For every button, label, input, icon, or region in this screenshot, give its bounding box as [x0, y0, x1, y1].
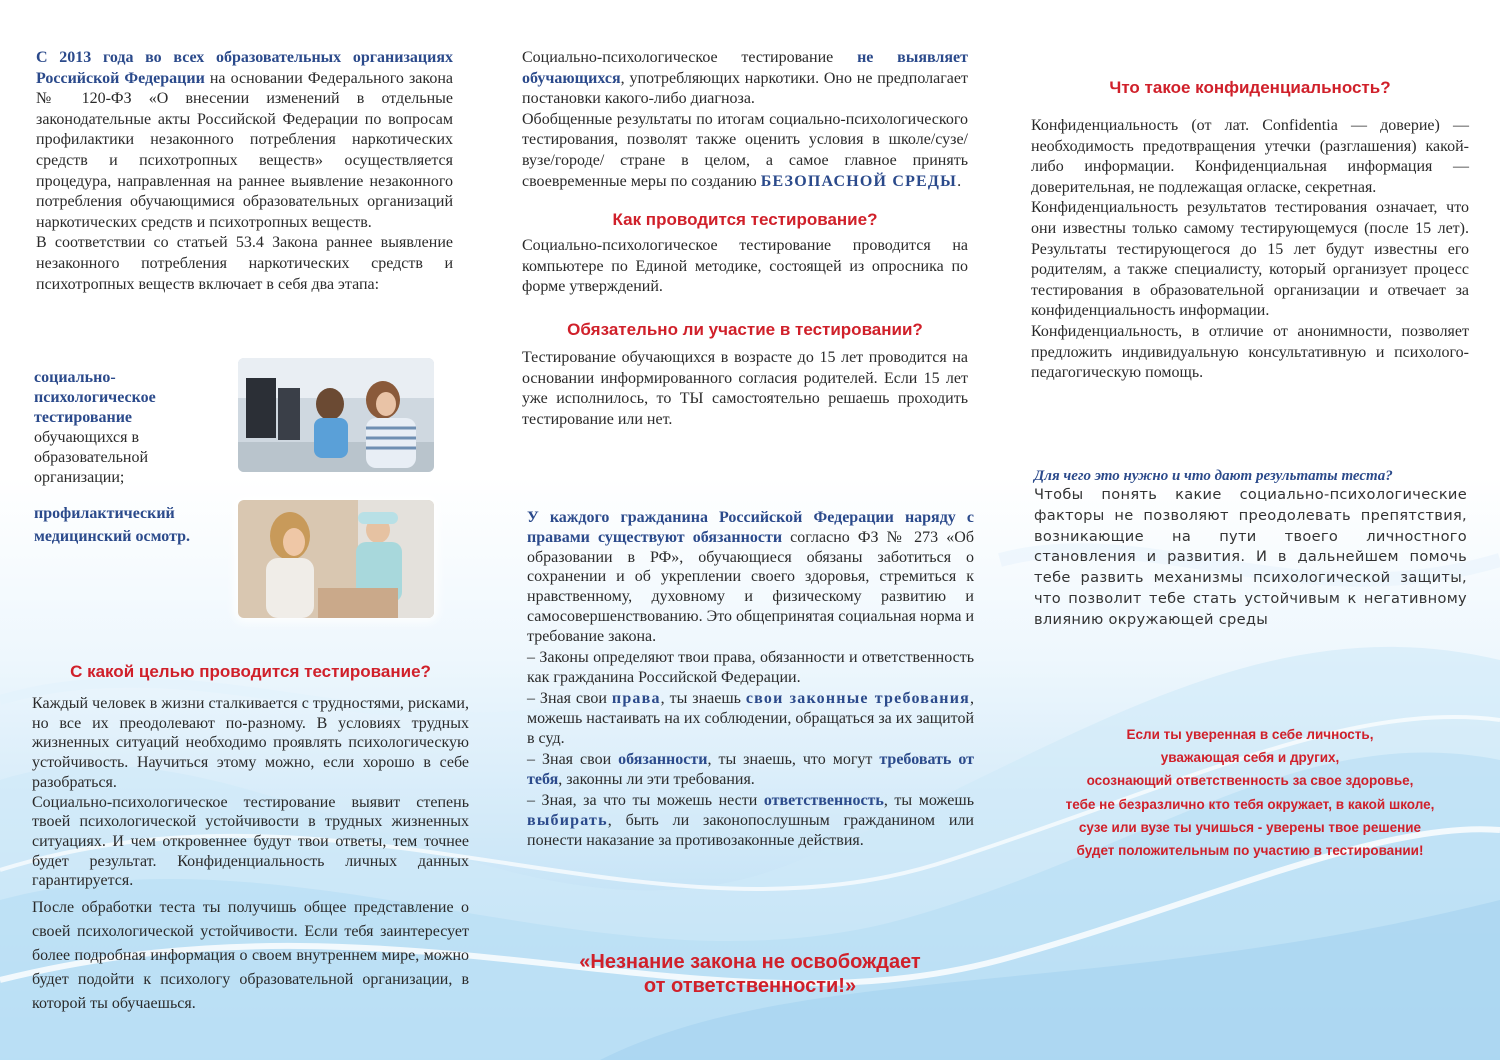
why-paragraph: Чтобы понять какие социально-психологические факторы не позволяют преодолевать препятствия, возникающие на пути твоего личностного становления и развития. И в дальнейшем помочь тебе развить механизмы психологической защиты, что позволит тебе стать устойчивым к негативному влиянию окружающей среды	[1034, 486, 1467, 628]
confidentiality-paragraph-3: Конфиденциальность, в отличие от анонимности, позволяет предложить индивидуальную консультативную и психолого-педагогическую помощь.	[1031, 322, 1469, 382]
closing-line: будет положительным по участию в тестировании!	[1076, 843, 1424, 859]
duties-bold: У каждого гражданина Российской Федерации наряду с правами существуют обязанности	[527, 509, 974, 546]
left-column	[36, 48, 453, 295]
purpose-paragraph-2: Социально-психологическое тестирование выявит степень твоей психологической устойчивости в трудных жизненных ситуациях. И чем откровеннее будут твои ответы, тем точнее будет результат. Конфиденциальность личных данных гарантируется.	[32, 793, 469, 890]
purpose-paragraph-1: Каждый человек в жизни сталкивается с трудностями, рисками, но все их преодолевают по-разному. В условиях трудных жизненных ситуаций необходимо проявлять психологическую устойчивость. Научиться этому можно, если хорошо в себе разобраться.	[32, 695, 469, 791]
stage-one-title: социально-психологическое тестирование	[34, 369, 156, 426]
quote-line-2: от ответственности!»	[643, 975, 857, 997]
stage-one	[34, 368, 234, 488]
purpose-heading: С какой целью проводится тестирование?	[70, 662, 431, 681]
results-paragraph: Обобщенные результаты по итогам социально-психологического тестирования, позволят также оценить условия в школе/сузе/вузе/городе/ стране в целом, а самое главное принять своевременные меры по созданию БЕЗОПАСНОЙ СРЕДЫ.	[522, 110, 968, 190]
stage-one-desc: обучающихся в образовательной организации;	[34, 429, 148, 486]
why-heading: Для чего это нужно и что дают результаты теста?	[1034, 468, 1393, 484]
how-heading: Как проводится тестирование?	[612, 210, 878, 230]
duties-section	[527, 508, 974, 851]
why-section	[1034, 468, 1467, 631]
list-item: – Законы определяют твои права, обязанности и ответственность как гражданина Российской Федерации.	[527, 648, 975, 686]
duties-paragraph: У каждого гражданина Российской Федерации наряду с правами существуют обязанности согласно ФЗ № 273 «Об образовании в РФ», обучающиеся обязаны заботиться о сохранении и об укреплении своего здоровья, стремиться к нравственному, духовному и физическому развитию и самосовершенствованию. Это общепринятая социальная норма и требование закона.	[527, 509, 975, 645]
closing-message	[1020, 723, 1480, 862]
list-item: – Зная свои обязанности, ты знаешь, что могут требовать от тебя, законны ли эти требования.	[527, 750, 975, 788]
purpose-section	[32, 662, 469, 1016]
mandatory-paragraph: Тестирование обучающихся в возрасте до 15 лет проводится на основании информированного согласия родителей. Если 15 лет уже исполнилось, то ТЫ самостоятельно решаешь проходить тестирование или нет.	[522, 348, 968, 428]
purpose-paragraph-3: После обработки теста ты получишь общее представление о своей психологической устойчивости. Если тебя заинтересует более подробная информация о своем внутреннем мире, можно будет подойти к психологу образовательной организации, в которой ты обучаешься.	[32, 899, 469, 1013]
law-quote	[540, 950, 960, 998]
confidentiality-paragraph-1: Конфиденциальность (от лат. Confidentia — доверие) — необходимость предотвращения утечки (разглашения) какой-либо информации. Конфиденциальная информация — доверительная, не подлежащая огласке, секретная.	[1031, 117, 1469, 196]
intro-lead: С 2013 года во всех образовательных организациях Российской Федерации	[36, 49, 453, 87]
confidentiality-heading: Что такое конфиденциальность?	[1109, 78, 1391, 97]
mandatory-heading: Обязательно ли участие в тестировании?	[567, 319, 923, 339]
list-item: – Зная свои права, ты знаешь свои законные требования, можешь настаивать на их соблюдении, обращаться за их защитой в суд.	[527, 689, 974, 747]
closing-line: Если ты уверенная в себе личность,	[1126, 727, 1374, 742]
stage-two	[34, 502, 214, 548]
how-paragraph: Социально-психологическое тестирование проводится на компьютере по Единой методике, состоящей из опросника по форме утверждений.	[522, 237, 968, 296]
list-item: – Зная, за что ты можешь нести ответственность, ты можешь выбирать, быть ли законопослушным гражданином или понести наказание за противозаконные действия.	[527, 791, 974, 849]
quote-line-1: «Незнание закона не освобождает	[579, 951, 921, 973]
intro-paragraph	[36, 48, 453, 233]
safe-environment-bold: БЕЗОПАСНОЙ СРЕДЫ	[760, 172, 958, 190]
confidentiality-paragraph-2: Конфиденциальность результатов тестирования означает, что они известны только самому тестирующемуся (после 15 лет). Результаты тестирующегося до 15 лет будут известны его родителям, а также специалисту, который организует процесс тестирования в образовательной организации и отвечает за конфиденциальность информации.	[1031, 199, 1469, 320]
closing-line: сузе или вузе ты учишься - уверены твое решение	[1078, 819, 1422, 835]
right-column	[1031, 78, 1469, 384]
medical-exam-photo	[238, 500, 434, 618]
not-detect-paragraph: Социально-психологическое тестирование не выявляет обучающихся, употребляющих наркотики. Оно не предполагает постановки какого-либо диагноза.	[522, 49, 968, 108]
stages-paragraph: В соответствии со статьей 53.4 Закона раннее выявление незаконного потребления наркотических средств и психотропных веществ включает в себя два этапа:	[36, 234, 453, 293]
stage-two-title: профилактический медицинский осмотр.	[34, 505, 191, 545]
closing-line: осознающий ответственность за свое здоровье,	[1086, 773, 1414, 789]
middle-column	[522, 48, 968, 430]
closing-line: тебе не безразлично кто тебя окружает, в какой школе,	[1065, 796, 1435, 812]
students-computers-photo	[238, 358, 434, 472]
closing-line: уважающая себя и других,	[1160, 750, 1340, 766]
intro-rest: на основании Федерального закона № 120-ФЗ «О внесении изменений в отдельные законодательные акты Российской Федерации по вопросам профилактики незаконного потребления наркотических средств и психотропных веществ» осуществляется процедура, направленная на раннее выявление незаконного потребления обучающимися образовательных организаций наркотических средств и психотропных веществ.	[36, 69, 453, 231]
not-detect-bold: не выявляет обучающихся	[522, 49, 968, 87]
